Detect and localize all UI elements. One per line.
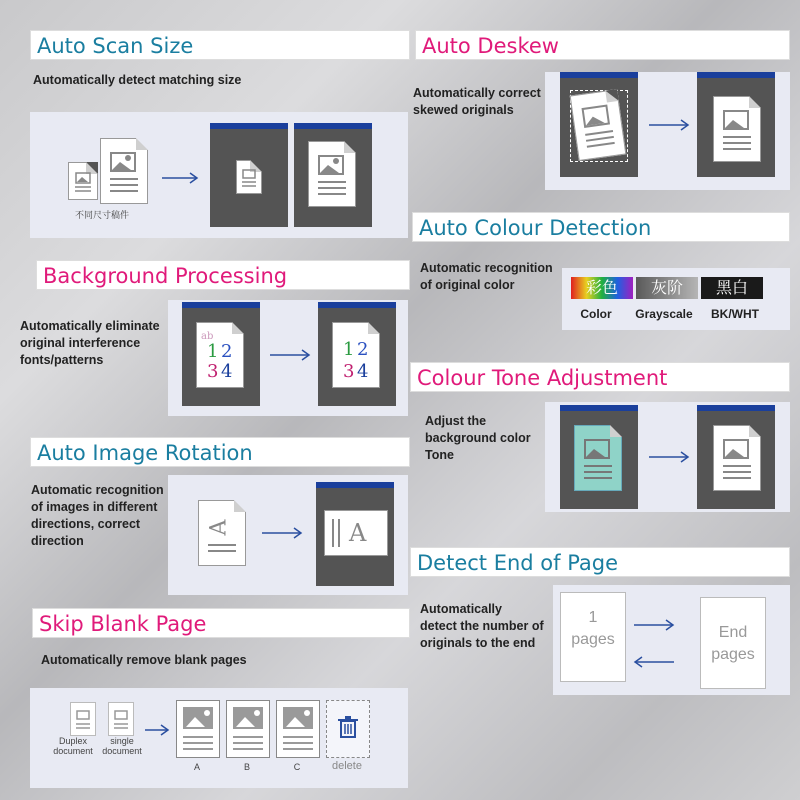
letter-a: A [349, 519, 367, 547]
grayscale-caption: Grayscale [635, 307, 693, 321]
bw-box: 黑白 [701, 277, 763, 299]
tinted-document [574, 425, 622, 491]
trash-icon [327, 701, 369, 757]
small-document-icon [68, 162, 98, 200]
landscape-document [324, 510, 388, 556]
large-document-icon [100, 138, 148, 204]
digit-4: 4 [221, 361, 233, 382]
skewed-document-icon [570, 89, 627, 161]
digit-2: 2 [221, 341, 233, 362]
arrow-left-icon [632, 656, 676, 668]
grayscale-box: 灰阶 [636, 277, 698, 299]
digit-1: 1 [207, 341, 219, 362]
skip-blank-page-title: Skip Blank Page [32, 608, 410, 638]
document-with-interference: ab 1 2 3 4 [196, 322, 244, 388]
page-a-label: A [193, 762, 200, 772]
colour-tone-adjustment-title: Colour Tone Adjustment [410, 362, 790, 392]
deskewed-output-page [697, 72, 775, 177]
background-processing-title: Background Processing [36, 260, 410, 290]
digit-3: 3 [207, 361, 219, 382]
detect-end-of-page-title: Detect End of Page [410, 547, 790, 577]
page-c-label: C [293, 762, 301, 772]
adjusted-output-page [697, 405, 775, 509]
duplex-caption: Duplex document [53, 736, 93, 756]
clean-document [332, 322, 380, 388]
colour-tone-adjustment-desc: Adjust the background color Tone [425, 414, 531, 462]
bw-caption: BK/WHT [711, 307, 759, 321]
skewed-input-page [560, 72, 638, 177]
arrow-right-icon [160, 172, 200, 184]
auto-colour-detection-title: Auto Colour Detection [412, 212, 790, 242]
document-icon [236, 160, 262, 194]
document-icon [713, 425, 761, 491]
arrow-right-icon [647, 451, 691, 463]
auto-deskew-desc: Automatically correct skewed originals [413, 86, 541, 117]
arrow-right-icon [632, 619, 676, 631]
document-icon [308, 141, 356, 207]
auto-image-rotation-desc: Automatic recognition of images in different directions, correct direction [31, 483, 164, 548]
page-a [176, 700, 220, 758]
mixed-size-caption: 不同尺寸稿件 [74, 210, 129, 220]
arrow-right-icon [647, 119, 691, 131]
delete-label: delete [332, 760, 362, 772]
background-processing-desc: Automatically eliminate original interference fonts/patterns [20, 319, 160, 367]
page-c [276, 700, 320, 758]
rotated-document-icon [198, 500, 246, 566]
rotated-output-page [316, 482, 394, 586]
single-caption: single document [102, 736, 142, 756]
first-page-document [560, 592, 626, 682]
document-icon [713, 96, 761, 162]
auto-scan-size-desc: Automatically detect matching size [33, 73, 242, 87]
detect-end-of-page-desc: Automatically detect the number of originals to the end [420, 602, 544, 650]
noisy-input-page [182, 302, 260, 406]
blank-page-deleted [326, 700, 370, 758]
skip-blank-page-desc: Automatically remove blank pages [41, 653, 247, 667]
arrow-right-icon [143, 724, 171, 736]
page-b [226, 700, 270, 758]
auto-colour-detection-desc: Automatic recognition of original color [420, 261, 553, 292]
page-b-label: B [243, 762, 250, 772]
end-page-document [700, 597, 766, 689]
digit-3: 3 [343, 361, 355, 382]
digit-1: 1 [343, 339, 355, 360]
auto-scan-size-title: Auto Scan Size [30, 30, 410, 60]
auto-deskew-title: Auto Deskew [415, 30, 790, 60]
letter-a: A [206, 519, 232, 536]
output-page-small [210, 123, 288, 227]
color-caption: Color [580, 307, 612, 321]
tinted-input-page [560, 405, 638, 509]
single-document-icon [108, 702, 134, 736]
cleaned-output-page [318, 302, 396, 406]
first-page-label: 1 pages [571, 609, 615, 648]
output-page-large [294, 123, 372, 227]
arrow-right-icon [260, 527, 304, 539]
duplex-document-icon [70, 702, 96, 736]
color-box: 彩色 [571, 277, 633, 299]
digit-2: 2 [357, 339, 369, 360]
digit-4: 4 [357, 361, 369, 382]
auto-image-rotation-title: Auto Image Rotation [30, 437, 410, 467]
arrow-right-icon [268, 349, 312, 361]
end-page-label: End pages [711, 624, 755, 663]
